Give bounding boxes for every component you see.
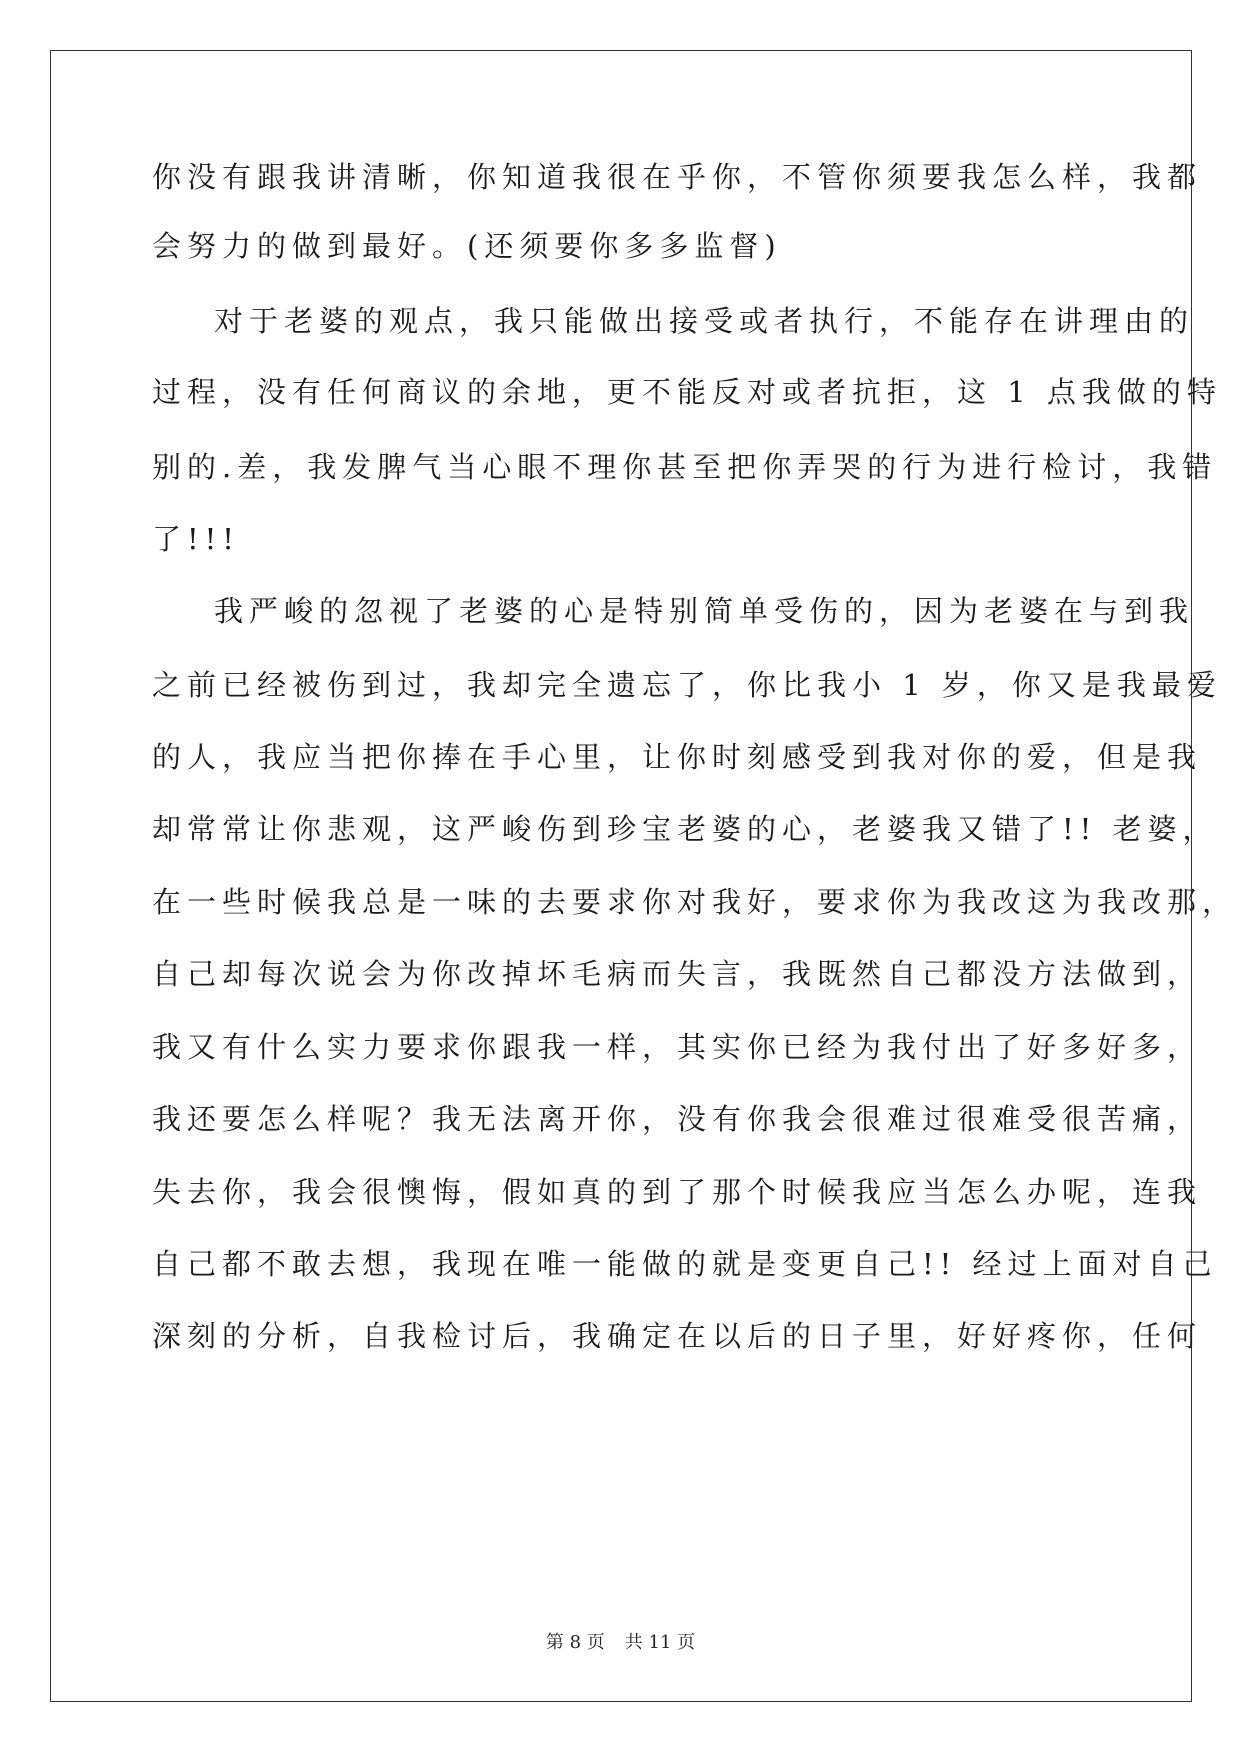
text-line: 了!!! <box>152 522 240 556</box>
text-line: 我又有什么实力要求你跟我一样，其实你已经为我付出了好多好多， <box>152 1030 1203 1064</box>
text-line: 过程，没有任何商议的余地，更不能反对或者抗拒，这 1 点我做的特 <box>152 375 1222 409</box>
paragraph-start-line: 对于老婆的观点，我只能做出接受或者执行，不能存在讲理由的 <box>214 304 1195 338</box>
text-line: 自己却每次说会为你改掉坏毛病而失言，我既然自己都没方法做到， <box>152 957 1203 991</box>
page-border <box>50 50 1195 1702</box>
total-pages: 共 11 页 <box>624 1632 696 1653</box>
paragraph-start-line: 我严峻的忽视了老婆的心是特别简单受伤的，因为老婆在与到我 <box>214 594 1195 628</box>
text-line: 你没有跟我讲清晰，你知道我很在乎你，不管你须要我怎么样，我都 <box>152 160 1203 194</box>
page-footer <box>0 1628 1241 1654</box>
text-line: 会努力的做到最好。(还须要你多多监督) <box>152 229 782 263</box>
text-line: 我还要怎么样呢？我无法离开你，没有你我会很难过很难受很苦痛， <box>152 1102 1203 1136</box>
text-line: 在一些时候我总是一味的去要求你对我好，要求你为我改这为我改那， <box>152 885 1238 919</box>
text-line: 的人，我应当把你捧在手心里，让你时刻感受到我对你的爱，但是我 <box>152 740 1203 774</box>
text-line: 失去你，我会很懊悔，假如真的到了那个时候我应当怎么办呢，连我 <box>152 1175 1203 1209</box>
text-line: 之前已经被伤到过，我却完全遗忘了，你比我小 1 岁，你又是我最爱 <box>152 668 1222 702</box>
text-line: 深刻的分析，自我检讨后，我确定在以后的日子里，好好疼你，任何 <box>152 1319 1203 1353</box>
text-line: 别的.差，我发脾气当心眼不理你甚至把你弄哭的行为进行检讨，我错 <box>152 450 1218 484</box>
page-number: 第 8 页 <box>545 1632 605 1653</box>
text-line: 自己都不敢去想，我现在唯一能做的就是变更自己!! 经过上面对自己 <box>152 1247 1218 1281</box>
text-line: 却常常让你悲观，这严峻伤到珍宝老婆的心，老婆我又错了!! 老婆， <box>152 812 1218 846</box>
